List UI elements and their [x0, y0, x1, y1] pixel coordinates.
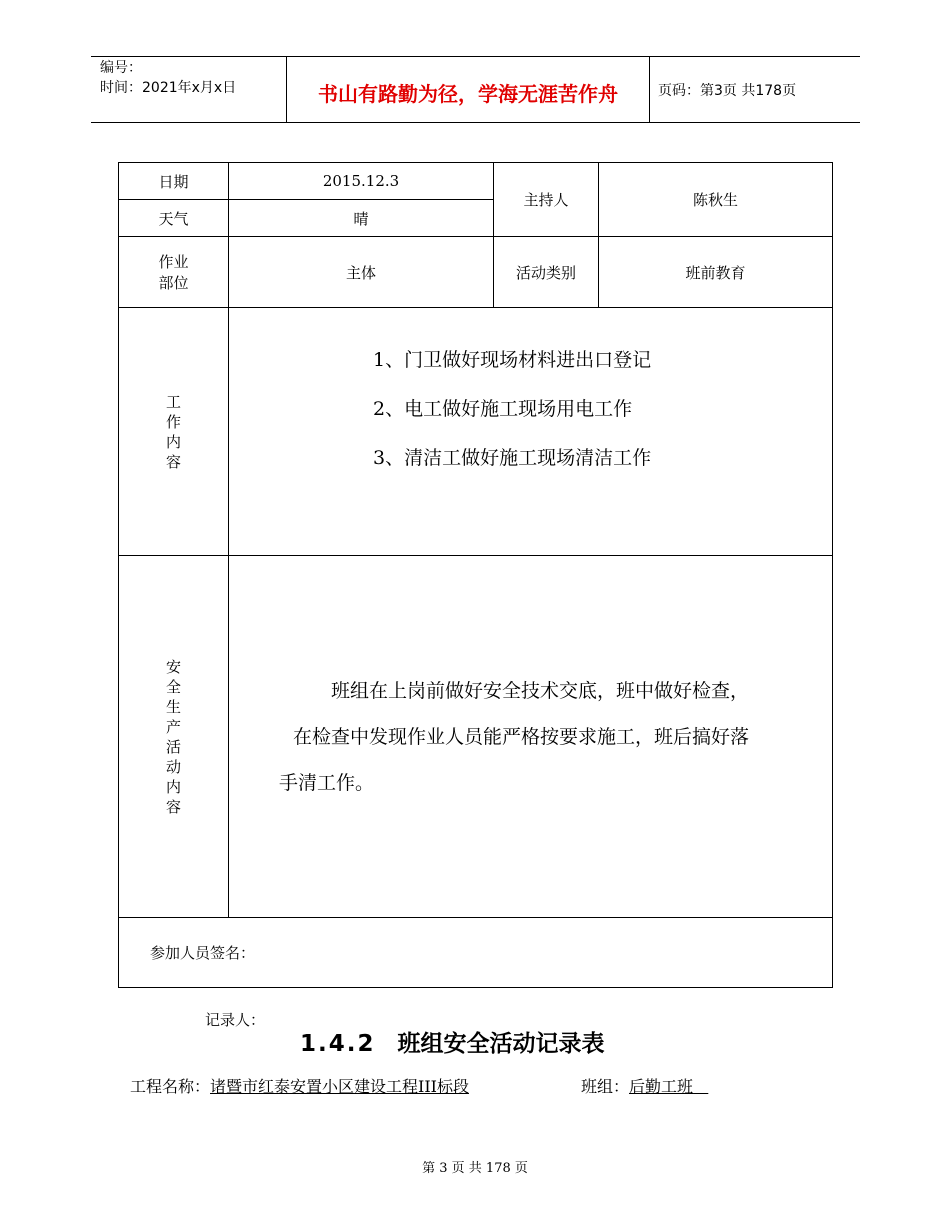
section-number: 1.4.2 — [300, 1031, 376, 1057]
safety-line: 在检查中发现作业人员能严格按要求施工，班后搞好落 — [293, 725, 750, 748]
safety-content-label-text: 安 全 生 产 活 动 内 容 — [166, 657, 182, 816]
project-value: 诸暨市红泰安置小区建设工程III标段 — [210, 1077, 469, 1096]
table-row — [119, 237, 833, 308]
signature-label: 参加人员签名： — [119, 918, 833, 988]
host-label: 主持人 — [494, 163, 599, 237]
work-content-list — [229, 308, 832, 483]
work-area-value: 主体 — [229, 237, 494, 308]
table-row — [119, 163, 833, 200]
doc-number-label: 编号： — [100, 60, 142, 76]
table-row — [119, 918, 833, 988]
header-meta — [100, 58, 236, 98]
work-area-label — [119, 237, 229, 308]
page-footer: 第 3 页 共 178 页 — [422, 1161, 528, 1176]
safety-content-text — [229, 668, 832, 806]
work-area-label-line2: 部位 — [158, 274, 189, 292]
team-label: 班组： — [581, 1077, 630, 1096]
table-row — [119, 308, 833, 556]
project-label: 工程名称： — [130, 1077, 211, 1096]
safety-content-cell — [229, 556, 833, 918]
activity-type-value: 班前教育 — [599, 237, 833, 308]
team-value: 后勤工班 — [629, 1077, 694, 1096]
work-content-label-text: 工 作 内 容 — [166, 392, 182, 471]
weather-value: 晴 — [229, 200, 494, 237]
list-item: 1、门卫做好现场材料进出口登记 — [373, 349, 652, 371]
recorder-label: 记录人： — [205, 1011, 266, 1029]
host-value: 陈秋生 — [599, 163, 833, 237]
header-top-rule — [91, 56, 860, 57]
header-bottom-rule — [91, 122, 860, 123]
activity-type-label: 活动类别 — [494, 237, 599, 308]
section-title: 班组安全活动记录表 — [397, 1031, 605, 1057]
safety-line: 班组在上岗前做好安全技术交底，班中做好检查， — [331, 679, 750, 702]
table-row — [119, 556, 833, 918]
doc-time-label: 时间：2021年x月x日 — [100, 80, 237, 96]
team-name — [581, 1074, 708, 1097]
header-page-info: 页码：第3页 共178页 — [658, 83, 797, 99]
date-value: 2015.12.3 — [229, 163, 494, 200]
work-area-label-line1: 作业 — [158, 253, 189, 271]
work-content-label — [119, 308, 229, 556]
list-item: 3、清洁工做好施工现场清洁工作 — [373, 447, 652, 469]
team-underline-pad — [693, 1077, 708, 1096]
list-item: 2、电工做好施工现场用电工作 — [373, 398, 633, 420]
safety-line: 手清工作。 — [279, 771, 375, 794]
work-content-cell — [229, 308, 833, 556]
date-label: 日期 — [119, 163, 229, 200]
safety-content-label — [119, 556, 229, 918]
section-heading — [300, 1025, 605, 1058]
activity-record-table — [118, 162, 833, 988]
header-motto: 书山有路勤为径，学海无涯苦作舟 — [318, 82, 618, 106]
header-divider-right — [649, 56, 650, 122]
weather-label: 天气 — [119, 200, 229, 237]
project-name — [130, 1074, 469, 1097]
